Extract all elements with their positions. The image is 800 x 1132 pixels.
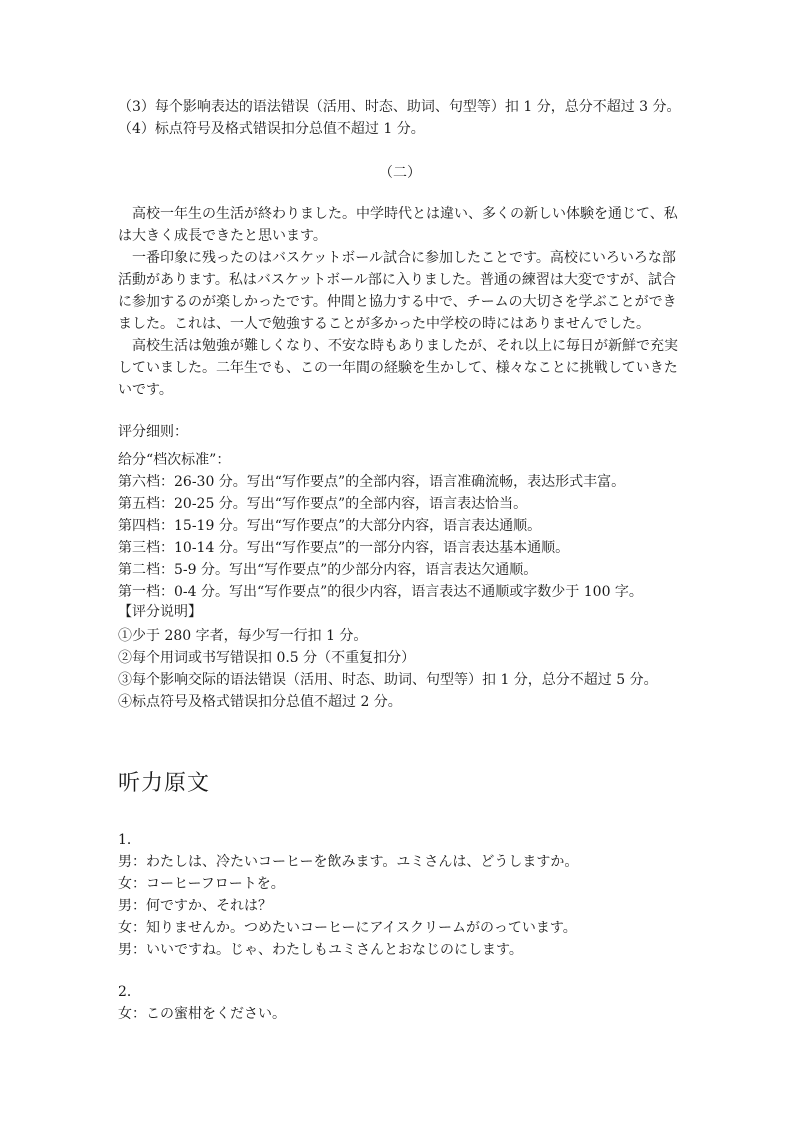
rule-item-3: （3）每个影响表达的语法错误（活用、时态、助词、句型等）扣 1 分，总分不超过 3 分。	[118, 99, 681, 115]
listening-title: 听力原文	[118, 771, 211, 796]
dialogue-line: 男：何ですか、それは？	[118, 898, 272, 914]
essay-line: は大きく成長できたと思います。	[118, 228, 327, 244]
grade-item: 第五档：20-25 分。写出“写作要点”的全部内容，语言表达恰当。	[118, 496, 528, 512]
dialogue-line: 男：わたしは、冷たいコーヒーを飲みます。ユミさんは、どうしますか。	[118, 854, 579, 870]
section-title: （二）	[379, 165, 421, 181]
dialogue-line: 女：知りませんか。つめたいコーヒーにアイスクリームがのっています。	[118, 920, 577, 936]
scoring-label: 评分细则：	[118, 424, 188, 440]
rule-item-4: （4）标点符号及格式错误扣分总值不超过 1 分。	[118, 121, 425, 137]
essay-line: ました。これは、一人で勉強することが多かった中学校の時にはありませんでした。	[118, 316, 650, 332]
essay-line: 一番印象に残ったのはバスケットボール試合に参加したことです。高校にいろいろな部	[118, 250, 676, 266]
dialogue-line: 女：コーヒーフロートを。	[118, 876, 285, 892]
grade-label: 给分“档次标准”：	[118, 452, 231, 468]
grade-item: 第二档：5-9 分。写出“写作要点”的少部分内容，语言表达欠通顺。	[118, 562, 538, 578]
question-number: 2．	[118, 984, 141, 1000]
explain-label: 【评分说明】	[118, 604, 202, 620]
explain-item: ③每个影响交际的语法错误（活用、时态、助词、句型等）扣 1 分，总分不超过 5 分。	[118, 672, 658, 688]
dialogue-line: 女：この蜜柑をください。	[118, 1006, 286, 1022]
explain-item: ①少于 280 字者，每少写一行扣 1 分。	[118, 628, 368, 644]
essay-line: 活動があります。私はバスケットボール部に入りました。普通の練習は大変ですが、試合	[118, 272, 676, 288]
explain-item: ②每个用词或书写错误扣 0.5 分（不重复扣分）	[118, 650, 416, 666]
grade-item: 第四档：15-19 分。写出“写作要点”的大部分内容，语言表达通顺。	[118, 518, 542, 534]
grade-item: 第一档：0-4 分。写出“写作要点”的很少内容，语言表达不通顺或字数少于 100 字。	[118, 584, 643, 600]
essay-line: 高校一年生の生活が終わりました。中学時代とは違い、多くの新しい体験を通じて、私	[118, 206, 678, 222]
grade-item: 第三档：10-14 分。写出“写作要点”的一部分内容，语言表达基本通顺。	[118, 540, 570, 556]
essay-line: していました。二年生でも、この一年間の経験を生かして、様々なことに挑戦していきた	[118, 360, 678, 376]
essay-line: いです。	[118, 382, 173, 398]
essay-line: 高校生活は勉強が難しくなり、不安な時もありましたが、それ以上に毎日が新鮮で充実	[118, 338, 678, 354]
grade-item: 第六档：26-30 分。写出“写作要点”的全部内容，语言准确流畅，表达形式丰富。	[118, 474, 626, 490]
question-number: 1．	[118, 832, 141, 848]
dialogue-line: 男：いいですね。じゃ、わたしもユミさんとおなじのにします。	[118, 942, 523, 958]
explain-item: ④标点符号及格式错误扣分总值不超过 2 分。	[118, 694, 402, 710]
essay-line: に参加するのが楽しかったです。仲間と協力する中で、チームの大切さを学ぶことができ	[118, 294, 677, 310]
